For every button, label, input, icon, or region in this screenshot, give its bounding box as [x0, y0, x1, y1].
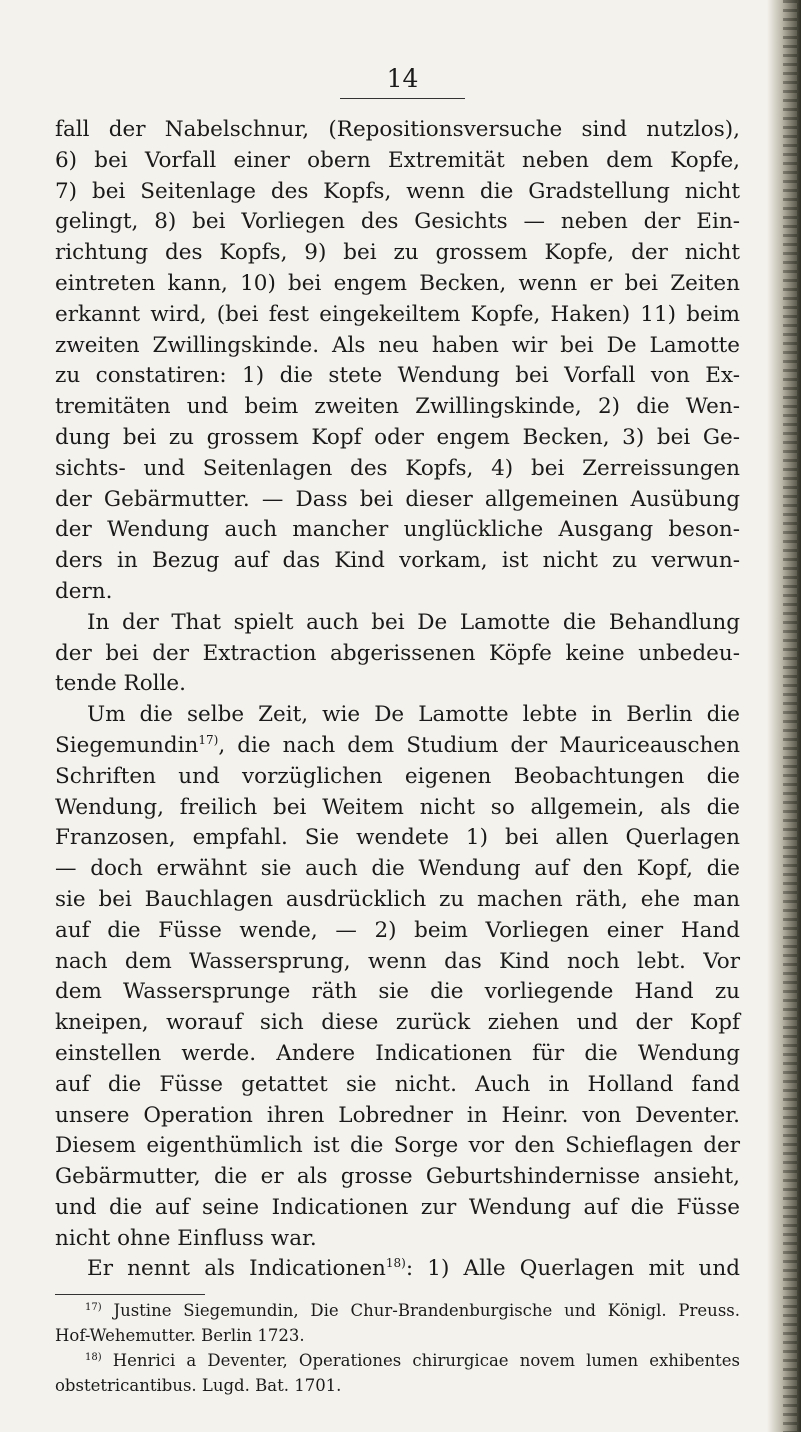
line-text: einstellen werde. Andere Indicationen für die Wendung: [55, 1040, 740, 1066]
text-line: [55, 361, 740, 392]
line-text: tremitäten und beim zweiten Zwillingskinde, 2) die Wen-: [55, 394, 740, 420]
page-number: 14: [386, 64, 419, 93]
text-line: [55, 115, 740, 146]
line-text: kneipen, worauf sich diese zurück ziehen und der Kopf: [55, 1010, 740, 1036]
line-text: nach dem Wassersprung, wenn das Kind noch lebt. Vor: [55, 948, 740, 974]
line-text: ders in Bezug auf das Kind vorkam, ist nicht zu verwun-: [55, 548, 740, 574]
line-text: fall der Nabelschnur, (Repositionsversuche sind nutzlos),: [55, 117, 740, 142]
line-text: Um die selbe Zeit, wie De Lamotte lebte in Berlin die: [87, 702, 740, 728]
page-edge-texture: [783, 0, 797, 1432]
line-text: Gebärmutter, die er als grosse Geburtshindernisse ansieht,: [55, 1164, 740, 1190]
text-line: [55, 546, 740, 577]
text-line: [55, 1101, 740, 1132]
line-text: zu constatiren: 1) die stete Wendung bei Vorfall von Ex-: [55, 363, 740, 389]
text-line: [55, 700, 740, 731]
line-text: richtung des Kopfs, 9) bei zu grossem Kopfe, der nicht: [55, 240, 740, 266]
line-text: Siegemundin: [55, 732, 199, 758]
header-rule: [340, 98, 465, 99]
line-text: 6) bei Vorfall einer obern Extremität neben dem Kopfe,: [55, 147, 740, 173]
line-text: unsere Operation ihren Lobredner in Heinr. von Deventer.: [55, 1102, 740, 1128]
text-line: [55, 577, 740, 608]
line-text-continued: , die nach dem Studium der Mauriceauschen: [218, 732, 740, 758]
footnote-line: [55, 1323, 740, 1348]
line-text: Er nennt als Indicationen: [87, 1256, 386, 1282]
text-line: [55, 977, 740, 1008]
line-text: In der That spielt auch bei De Lamotte die Behandlung: [87, 609, 740, 635]
text-line: [55, 1193, 740, 1224]
text-line: [55, 392, 740, 423]
footnote-reference: 17): [198, 732, 219, 747]
text-line: [55, 1254, 740, 1285]
text-line: [55, 793, 740, 824]
text-line: [55, 331, 740, 362]
footnote-marker: 18): [85, 1352, 102, 1363]
line-text: dern.: [55, 578, 113, 604]
line-text: nicht ohne Einfluss war.: [55, 1225, 317, 1251]
line-text: Schriften und vorzüglichen eigenen Beobachtungen die: [55, 763, 740, 789]
body-text: [55, 115, 740, 1285]
line-text: dung bei zu grossem Kopf oder engem Becken, 3) bei Ge-: [55, 424, 740, 450]
text-line: [55, 177, 740, 208]
line-text: der bei der Extraction abgerissenen Köpfe keine unbedeu-: [55, 640, 740, 666]
text-line: [55, 1162, 740, 1193]
footnote-line: [55, 1298, 740, 1323]
text-line: [55, 608, 740, 639]
line-text: zweiten Zwillingskinde. Als neu haben wir bei De Lamotte: [55, 332, 740, 358]
line-text: Hof-Wehemutter. Berlin 1723.: [55, 1326, 305, 1345]
line-text: der Wendung auch mancher unglückliche Ausgang beson-: [55, 517, 740, 543]
line-text: tende Rolle.: [55, 671, 186, 697]
line-text: auf die Füsse getattet sie nicht. Auch in Holland fand: [55, 1071, 740, 1097]
text-line: [55, 423, 740, 454]
line-text-continued: : 1) Alle Querlagen mit und: [405, 1256, 740, 1282]
text-line: [55, 1224, 740, 1255]
line-text: erkannt wird, (bei fest eingekeiltem Kopfe, Haken) 11) beim: [55, 301, 740, 327]
text-line: [55, 823, 740, 854]
line-text: sie bei Bauchlagen ausdrücklich zu machen räth, ehe man: [55, 886, 740, 912]
footnote-rule: [55, 1294, 205, 1295]
text-line: [55, 1070, 740, 1101]
text-line: [55, 269, 740, 300]
text-line: [55, 300, 740, 331]
line-text: 7) bei Seitenlage des Kopfs, wenn die Gradstellung nicht: [55, 178, 740, 204]
text-line: [55, 947, 740, 978]
text-line: [55, 669, 740, 700]
text-line: [55, 1131, 740, 1162]
text-line: [55, 207, 740, 238]
line-text: der Gebärmutter. — Dass bei dieser allgemeinen Ausübung: [55, 486, 740, 512]
text-line: [55, 1039, 740, 1070]
footnotes: [55, 1298, 740, 1398]
footnote-line: [55, 1348, 740, 1373]
line-text: dem Wassersprunge räth sie die vorliegende Hand zu: [55, 979, 740, 1005]
text-line: [55, 454, 740, 485]
footnote-line: [55, 1373, 740, 1398]
line-text: gelingt, 8) bei Vorliegen des Gesichts — neben der Ein-: [55, 209, 740, 235]
text-line: [55, 639, 740, 670]
footnote-text: Justine Siegemundin, Die Chur-Brandenburgische und Königl. Preuss.: [101, 1301, 740, 1320]
line-text: Diesem eigenthümlich ist die Sorge vor den Schieflagen der: [55, 1133, 740, 1159]
line-text: Wendung, freilich bei Weitem nicht so allgemein, als die: [55, 794, 740, 820]
footnote-marker: 17): [85, 1302, 102, 1313]
footnote-reference: 18): [385, 1256, 406, 1271]
line-text: auf die Füsse wende, — 2) beim Vorliegen einer Hand: [55, 917, 740, 943]
line-text: obstetricantibus. Lugd. Bat. 1701.: [55, 1376, 342, 1395]
line-text: Franzosen, empfahl. Sie wendete 1) bei allen Querlagen: [55, 825, 740, 851]
line-text: — doch erwähnt sie auch die Wendung auf den Kopf, die: [55, 856, 740, 882]
text-line: [55, 146, 740, 177]
text-line: [55, 1008, 740, 1039]
text-line: [55, 762, 740, 793]
text-line: [55, 515, 740, 546]
line-text: sichts- und Seitenlagen des Kopfs, 4) bei Zerreissungen: [55, 455, 740, 481]
text-line: [55, 731, 740, 762]
text-line: [55, 916, 740, 947]
line-text: und die auf seine Indicationen zur Wendung auf die Füsse: [55, 1194, 740, 1220]
text-line: [55, 238, 740, 269]
text-line: [55, 885, 740, 916]
text-line: [55, 854, 740, 885]
text-line: [55, 485, 740, 516]
line-text: eintreten kann, 10) bei engem Becken, wenn er bei Zeiten: [55, 270, 740, 296]
footnote-text: Henrici a Deventer, Operationes chirurgicae novem lumen exhibentes: [101, 1351, 740, 1370]
